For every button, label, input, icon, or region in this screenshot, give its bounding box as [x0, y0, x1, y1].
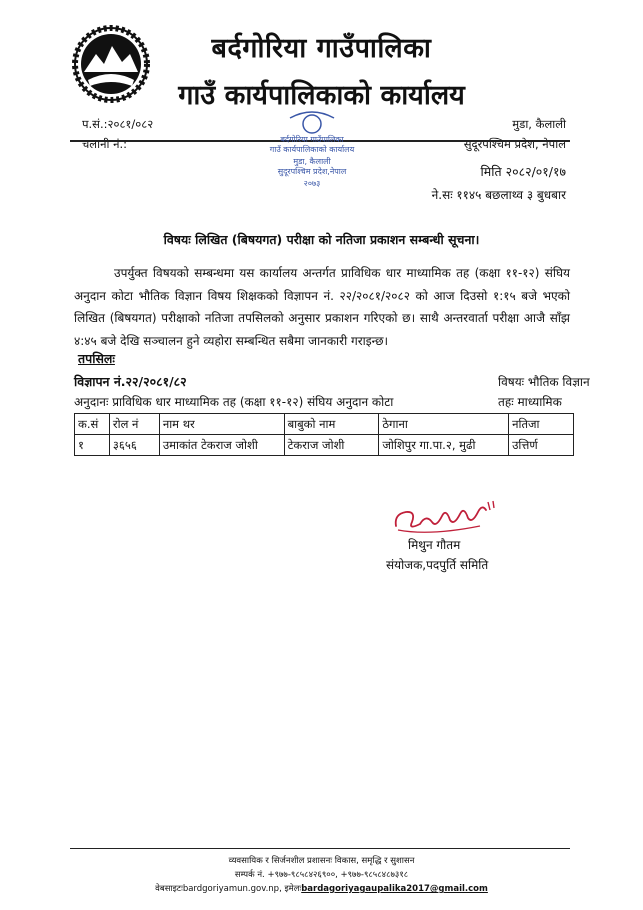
- col-header-name: नाम थर: [159, 414, 284, 435]
- office-title-line2: गाउँ कार्यपालिकाको कार्यालय: [178, 80, 465, 111]
- col-header-father: बाबुको नाम: [284, 414, 379, 435]
- col-header-address: ठेगाना: [379, 414, 509, 435]
- cell-name: उमाकांत टेकराज जोशी: [159, 435, 284, 456]
- seal-text-line4: सुदूरपश्चिम प्रदेश,नेपाल: [277, 167, 347, 176]
- seal-text-line3: मुडा, कैलाली: [293, 157, 331, 166]
- dispatch-number: चलानी नं.:: [82, 137, 128, 151]
- reference-number: प.सं.:२०८१/०८२: [82, 117, 154, 131]
- signatory-title: संयोजक,पदपुर्ति समिति: [386, 558, 489, 572]
- nepal-samvat-date: ने.सः ११४५ बछलाथ्व ३ बुधबार: [431, 188, 566, 202]
- advertisement-number: विज्ञापन नं.२२/२०८१/८२: [74, 374, 187, 389]
- official-seal-icon: [262, 104, 362, 196]
- email-label: , इमेलः: [279, 884, 302, 894]
- website-label: वेबसाइटः: [155, 884, 183, 894]
- seal-text-line1: बर्दगोरिया गाउँपालिका: [280, 135, 344, 144]
- footer-contact: सम्पर्क नं. +९७७-९८५८४२६९००, +९७७-९८५८४८७३१८: [234, 870, 409, 880]
- col-header-result: नतिजा: [509, 414, 574, 435]
- result-table: [74, 413, 574, 456]
- email-link[interactable]: bardagoriyagaupalika2017@gmail.com: [301, 884, 488, 894]
- signatory-name: मिथुन गौतम: [408, 538, 461, 552]
- col-header-serial: क.सं: [75, 414, 110, 435]
- letter-date: मिति २०८२/०१/१७: [480, 164, 566, 179]
- website-link[interactable]: bardgoriyamun.gov.np: [182, 884, 280, 894]
- cell-address: जोशिपुर गा.पा.२, मुढी: [379, 435, 509, 456]
- footer-web-line: [0, 883, 643, 894]
- office-title-line1: बर्दगोरिया गाउँपालिका: [211, 33, 432, 64]
- seal-text-line2: गाउँ कार्यपालिकाको कार्यालय: [269, 145, 355, 154]
- details-heading: तपसिलः: [78, 351, 115, 366]
- col-header-roll: रोल नं: [109, 414, 159, 435]
- grant-line: अनुदानः प्राविधिक धार माध्यामिक तह (कक्षा ११-१२) संघिय अनुदान कोटा: [74, 395, 394, 409]
- notice-paragraph: उपर्युक्त विषयको सम्बन्धमा यस कार्यालय अन्तर्गत प्राविधिक धार माध्यामिक तह (कक्षा ११-१२) संघिय अनुदान कोटा भौतिक विज्ञान विषय शिक्षकको विज्ञापन नं. २२/२०८१/२०८२ को आज दिउसो १:१५ बजे भएको लिखित (बिषयगत) परीक्षाको नतिजा तपसिलको अनुसार प्रकाशन गरिएको छ। साथै अन्तरवार्ता परीक्षा आजै साँझ ४:४५ बजे देखि सञ्चालन हुने व्यहोरा सम्बन्धित सबैमा जानकारी गराइन्छ।: [74, 266, 570, 348]
- handwritten-signature-icon: [390, 496, 500, 540]
- location-province: सुदूरपश्चिम प्रदेश, नेपाल: [463, 137, 566, 151]
- footer-divider: [70, 848, 570, 849]
- location-district: मुडा, कैलाली: [512, 117, 566, 131]
- cell-father: टेकराज जोशी: [284, 435, 379, 456]
- subject-field: विषयः भौतिक विज्ञान: [498, 375, 590, 389]
- cell-serial: १: [75, 435, 110, 456]
- table-header-row: [75, 414, 574, 435]
- footer-slogan: व्यवसायिक र सिर्जनशील प्रशासनः विकास, समृद्धि र सुशासन: [228, 856, 415, 866]
- notice-subject: विषयः लिखित (बिषयगत) परीक्षा को नतिजा प्रकाशन सम्बन्धी सूचना।: [163, 232, 480, 247]
- table-row: [75, 435, 574, 456]
- cell-result: उत्तिर्ण: [509, 435, 574, 456]
- notice-body: [74, 262, 570, 352]
- seal-text-line5: २०७३: [303, 179, 321, 188]
- level-field: तहः माध्यामिक: [498, 395, 562, 409]
- cell-roll: ३६५६: [109, 435, 159, 456]
